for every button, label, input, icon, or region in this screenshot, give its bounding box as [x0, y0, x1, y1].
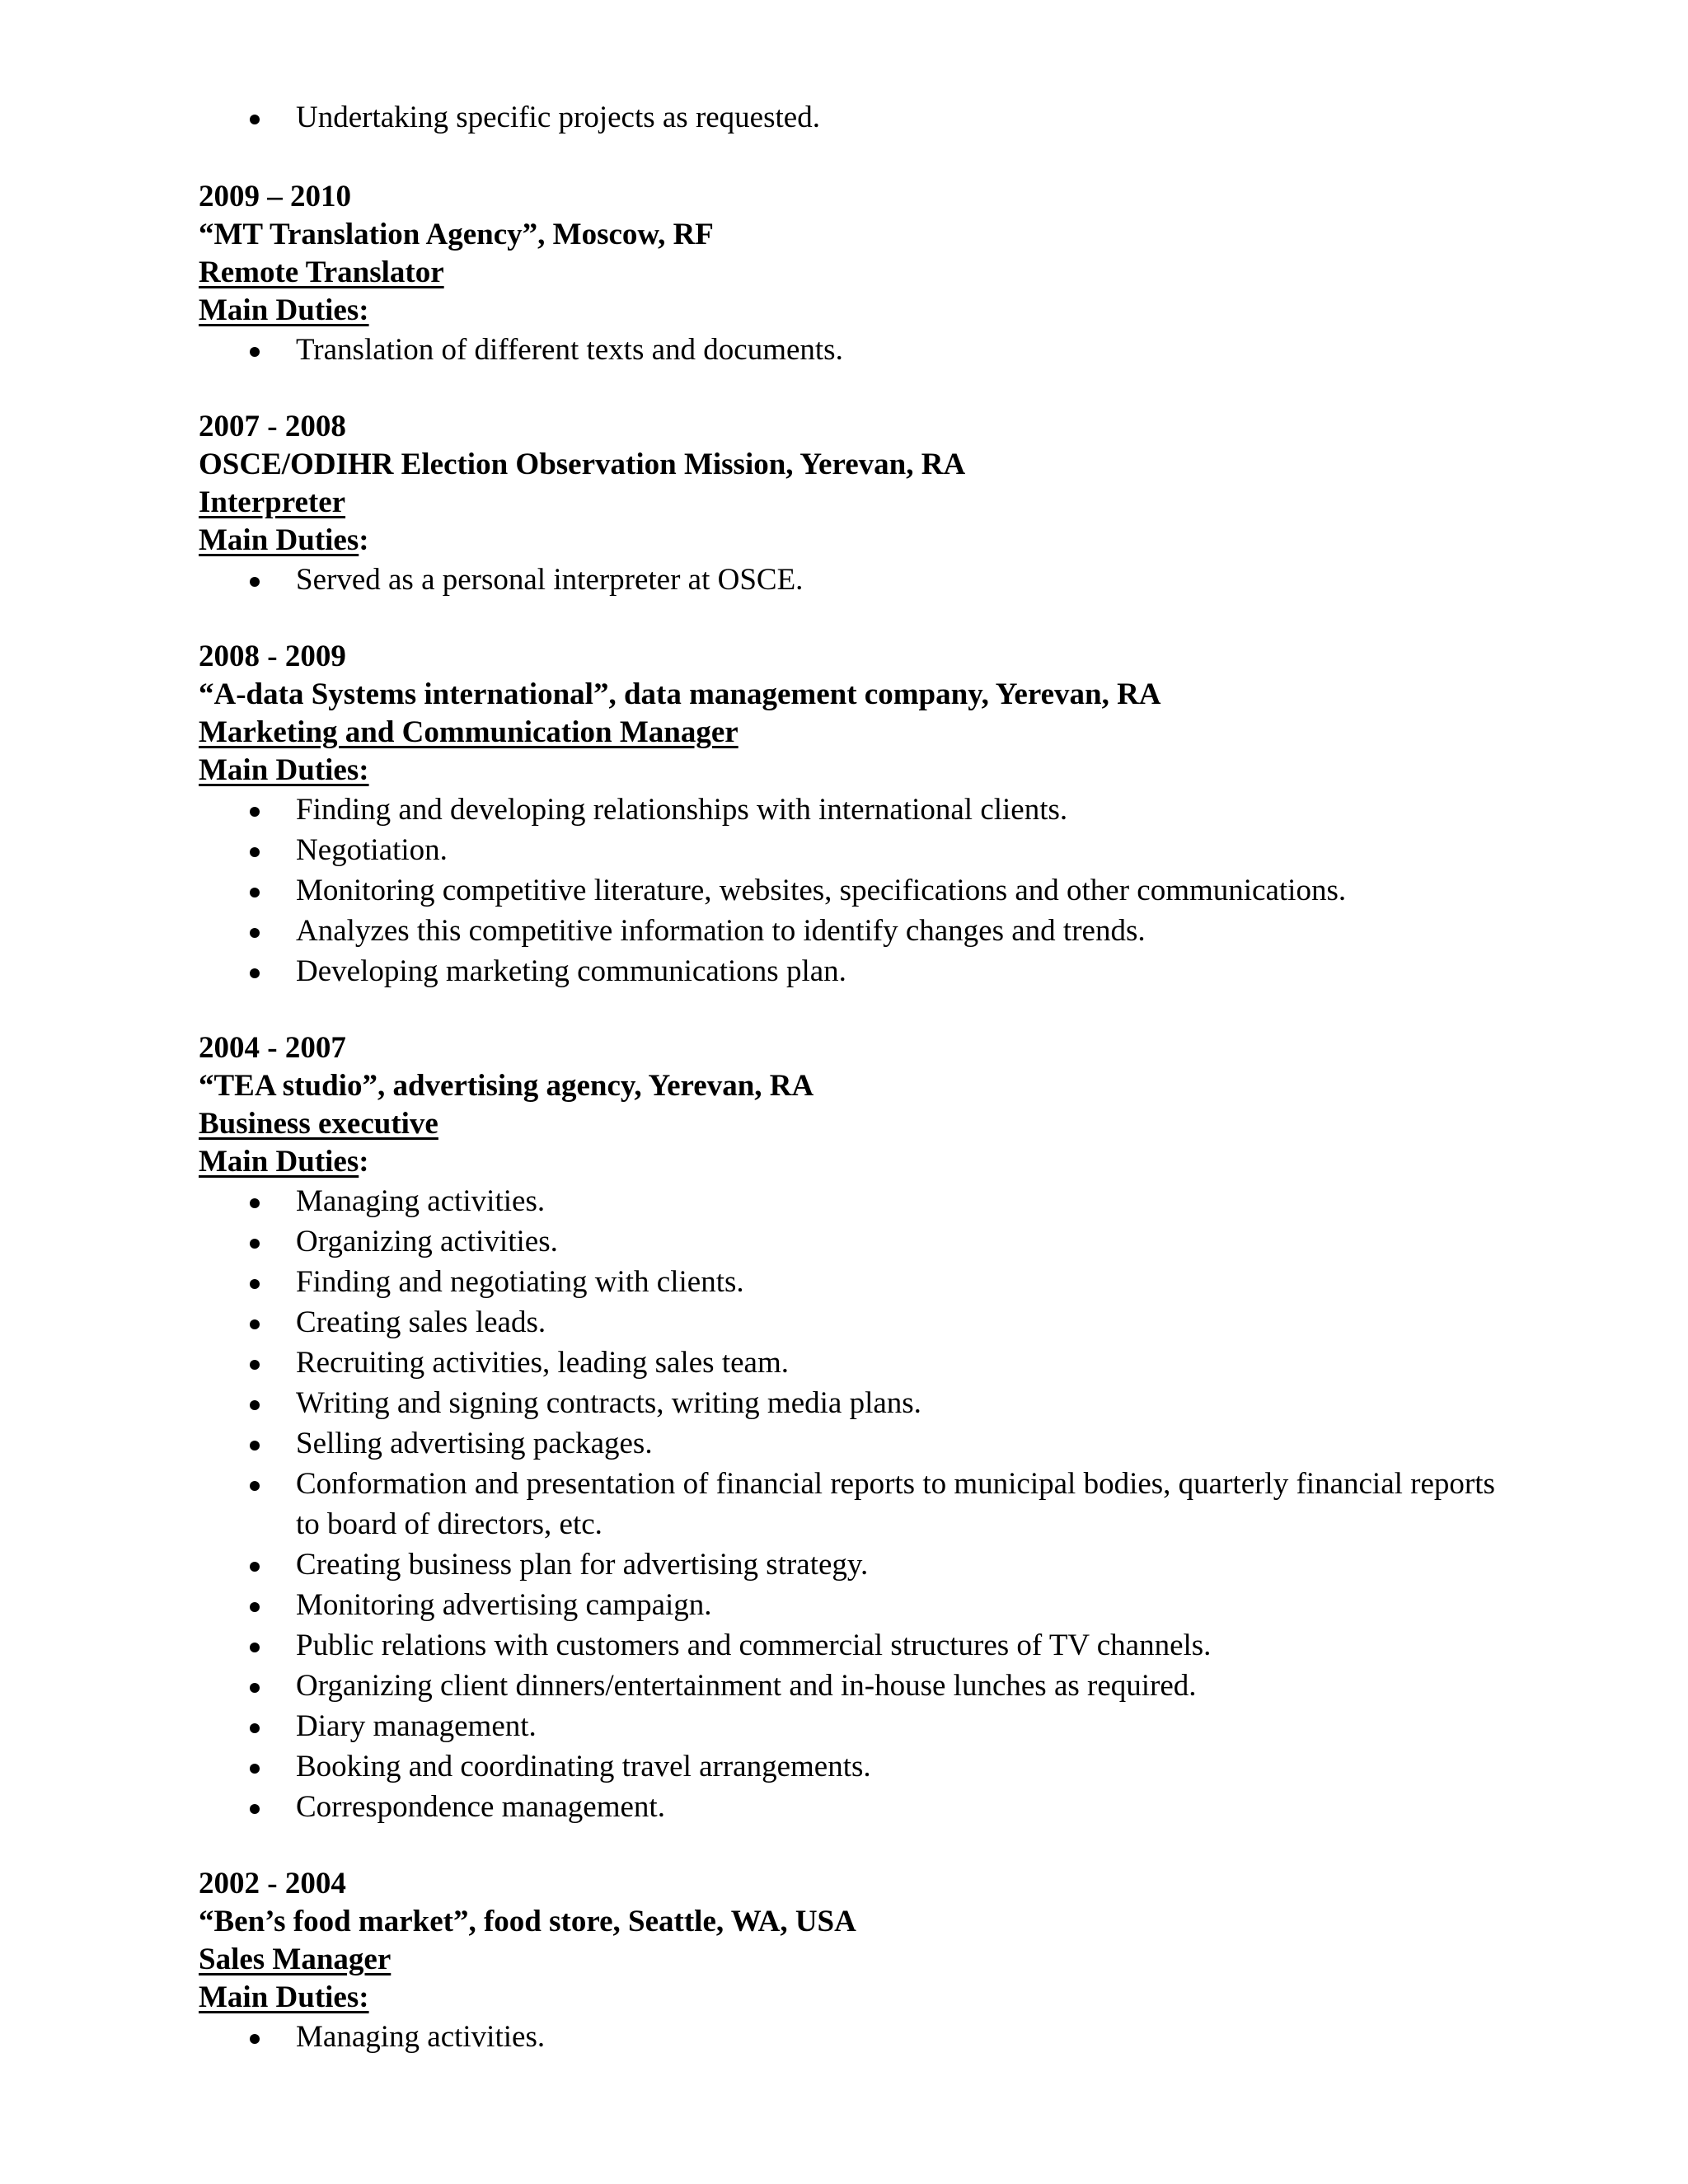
duties-list [199, 790, 1517, 991]
bullet-icon [250, 1602, 260, 1612]
duty-item [199, 951, 1517, 991]
duties-heading-label: Main Duties [199, 523, 359, 557]
duties-list [199, 560, 1517, 600]
bullet-icon [250, 1319, 260, 1329]
bullet-icon [250, 1683, 260, 1693]
duty-item [199, 330, 1517, 370]
job-employer: OSCE/ODIHR Election Observation Mission, Yerevan, RA [199, 448, 966, 481]
bullet-icon [250, 807, 260, 817]
duties-heading-label: Main Duties: [199, 293, 369, 327]
job-entry [199, 408, 1517, 600]
job-role-line [199, 714, 1517, 752]
duty-text: Selling advertising packages. [296, 1427, 653, 1460]
duty-text: Undertaking specific projects as requested. [296, 101, 820, 134]
job-years: 2008 - 2009 [199, 640, 346, 673]
job-role: Marketing and Communication Manager [199, 715, 738, 749]
duty-text: Negotiation. [296, 833, 448, 867]
bullet-icon [250, 1643, 260, 1652]
duties-heading [199, 522, 1517, 560]
bullet-icon [250, 1764, 260, 1774]
bullet-icon [250, 1804, 260, 1814]
duty-item [0, 97, 1688, 138]
duty-item [199, 560, 1517, 600]
duty-item [199, 1423, 1517, 1464]
bullet-icon [250, 577, 260, 587]
job-role: Sales Manager [199, 1943, 392, 1976]
duty-text: Monitoring advertising campaign. [296, 1588, 712, 1622]
job-role: Remote Translator [199, 255, 444, 289]
duties-list [199, 1181, 1517, 1827]
duty-text: Analyzes this competitive information to identify changes and trends. [296, 914, 1146, 948]
bullet-icon [250, 1279, 260, 1289]
duty-text: Recruiting activities, leading sales team. [296, 1346, 789, 1380]
duty-item [199, 1544, 1517, 1585]
duty-text: Creating business plan for advertising strategy. [296, 1548, 869, 1582]
duty-item [199, 1464, 1517, 1544]
duty-text: Creating sales leads. [296, 1305, 546, 1339]
job-years: 2009 – 2010 [199, 180, 351, 213]
duty-text: Served as a personal interpreter at OSCE. [296, 563, 804, 597]
duties-heading-label: Main Duties: [199, 1980, 369, 2014]
job-entry [199, 1029, 1517, 1827]
bullet-icon [250, 847, 260, 857]
duty-text: Organizing activities. [296, 1225, 558, 1258]
duty-item [199, 1343, 1517, 1383]
duty-item [199, 1221, 1517, 1262]
duty-item [199, 1585, 1517, 1625]
bullet-icon [250, 115, 260, 124]
bullet-icon [250, 888, 260, 898]
work-experience-entries [199, 178, 1517, 2057]
bullet-icon [250, 1400, 260, 1410]
bullet-icon [250, 1481, 260, 1491]
bullet-icon [250, 347, 260, 357]
bullet-icon [250, 968, 260, 978]
duty-item [199, 1302, 1517, 1343]
bullet-icon [250, 1723, 260, 1733]
job-role: Interpreter [199, 485, 346, 519]
bullet-icon [250, 1441, 260, 1451]
duty-text: Diary management. [296, 1709, 537, 1743]
duty-text: Correspondence management. [296, 1790, 665, 1824]
duties-list [199, 330, 1517, 370]
duty-text: Writing and signing contracts, writing media plans. [296, 1386, 921, 1420]
duties-heading-label: Main Duties [199, 1145, 359, 1179]
duty-text: Managing activities. [296, 1184, 546, 1218]
duty-item [199, 1383, 1517, 1423]
job-role-line [199, 1105, 1517, 1143]
duty-item [199, 1625, 1517, 1666]
duties-heading [199, 1143, 1517, 1181]
job-years: 2004 - 2007 [199, 1031, 346, 1065]
duty-text: Developing marketing communications plan. [296, 954, 846, 988]
duty-text: Organizing client dinners/entertainment and in-house lunches as required. [296, 1669, 1197, 1703]
duty-item [199, 1787, 1517, 1827]
duties-heading-colon: : [359, 1145, 369, 1179]
duty-text: Conformation and presentation of financial reports to municipal bodies, quarterly financial reports to board of directors, etc. [296, 1467, 1495, 1541]
job-employer: “Ben’s food market”, food store, Seattle, WA, USA [199, 1905, 856, 1938]
duty-text: Finding and negotiating with clients. [296, 1265, 744, 1299]
duty-item [199, 790, 1517, 830]
duty-text: Finding and developing relationships with international clients. [296, 793, 1068, 827]
duty-item [199, 911, 1517, 951]
job-role-line [199, 254, 1517, 292]
job-years: 2007 - 2008 [199, 410, 346, 443]
duty-text: Public relations with customers and commercial structures of TV channels. [296, 1629, 1212, 1662]
duty-item [199, 1746, 1517, 1787]
job-role-line [199, 484, 1517, 522]
job-employer: “TEA studio”, advertising agency, Yerevan, RA [199, 1069, 814, 1103]
bullet-icon [250, 928, 260, 938]
duty-item [199, 870, 1517, 911]
continued-duties-list [0, 97, 1688, 138]
duty-text: Translation of different texts and documents. [296, 333, 843, 367]
duty-item [199, 1666, 1517, 1706]
duties-heading [199, 1979, 1517, 2017]
job-years: 2002 - 2004 [199, 1867, 346, 1900]
bullet-icon [250, 1198, 260, 1208]
duty-text: Monitoring competitive literature, websites, specifications and other communications. [296, 874, 1347, 907]
bullet-icon [250, 1562, 260, 1572]
duties-heading [199, 292, 1517, 330]
duty-text: Managing activities. [296, 2020, 546, 2054]
job-entry [199, 178, 1517, 370]
bullet-icon [250, 2034, 260, 2044]
duty-item [199, 1706, 1517, 1746]
duty-text: Booking and coordinating travel arrangements. [296, 1750, 871, 1783]
duties-heading-colon: : [359, 523, 369, 557]
duties-list [199, 2017, 1517, 2057]
duties-heading-label: Main Duties: [199, 753, 369, 787]
duty-item [199, 1262, 1517, 1302]
job-employer: “A-data Systems international”, data management company, Yerevan, RA [199, 677, 1161, 711]
bullet-icon [250, 1360, 260, 1370]
job-entry [199, 638, 1517, 991]
job-role: Business executive [199, 1107, 438, 1141]
duty-item [199, 2017, 1517, 2057]
job-entry [199, 1865, 1517, 2057]
job-employer: “MT Translation Agency”, Moscow, RF [199, 218, 714, 251]
job-role-line [199, 1941, 1517, 1979]
duty-item [199, 830, 1517, 870]
duties-heading [199, 752, 1517, 790]
bullet-icon [250, 1239, 260, 1249]
duty-item [199, 1181, 1517, 1221]
